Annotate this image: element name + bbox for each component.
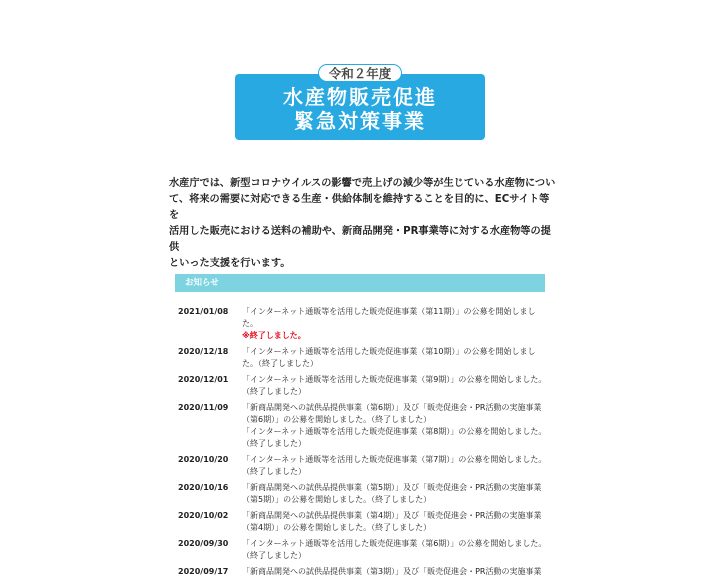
news-date: 2020/10/02 [178, 511, 229, 520]
news-date: 2020/09/17 [178, 567, 229, 576]
news-line[interactable]: 「新商品開発への試供品提供事業（第4期）」及び「販売促進会・PR活動の実施事業 [242, 511, 542, 520]
intro-line: 水産庁では、新型コロナウイルスの影響で売上げの減少等が生じている水産物につい [169, 178, 556, 189]
news-line[interactable]: （終了しました） [242, 551, 306, 560]
news-line[interactable]: 「インターネット通販等を活用した販売促進事業（第9期）」の公募を開始しました。 [242, 375, 547, 384]
news-line[interactable]: （第5期）」の公募を開始しました。（終了しました） [242, 495, 432, 504]
news-text[interactable] [242, 306, 548, 342]
news-line[interactable]: た。（終了しました） [242, 359, 318, 368]
intro-line: て、将来の需要に対応できる生産・供給体制を維持することを目的に、ECサイト等を [169, 194, 550, 221]
news-line[interactable]: 「インターネット通販等を活用した販売促進事業（第10期）」の公募を開始しまし [242, 347, 536, 356]
news-line[interactable]: 「インターネット通販等を活用した販売促進事業（第8期）」の公募を開始しました。 [242, 427, 547, 436]
news-date: 2020/09/30 [178, 539, 229, 548]
news-text[interactable] [242, 510, 548, 534]
news-line[interactable]: 「インターネット通販等を活用した販売促進事業（第7期）」の公募を開始しました。 [242, 455, 547, 464]
news-line[interactable]: （終了しました） [242, 467, 306, 476]
news-line[interactable]: た。 [242, 319, 258, 328]
news-date: 2020/12/01 [178, 375, 229, 384]
news-text[interactable] [242, 454, 548, 478]
news-item [178, 402, 548, 450]
news-item [178, 454, 548, 478]
news-text[interactable] [242, 346, 548, 370]
news-line[interactable]: 「新商品開発への試供品提供事業（第6期）」及び「販売促進会・PR活動の実施事業 [242, 403, 542, 412]
news-item [178, 482, 548, 506]
news-item [178, 510, 548, 534]
intro-line: 活用した販売における送料の補助や、新商品開発・PR事業等に対する水産物等の提供 [169, 226, 551, 253]
news-line[interactable]: 「新商品開発への試供品提供事業（第5期）」及び「販売促進会・PR活動の実施事業 [242, 483, 542, 492]
news-item [178, 538, 548, 562]
news-date: 2020/10/20 [178, 455, 229, 464]
news-date: 2020/10/16 [178, 483, 229, 492]
news-date: 2020/12/18 [178, 347, 229, 356]
news-item [178, 374, 548, 398]
news-item [178, 306, 548, 342]
news-line[interactable]: （第4期）」の公募を開始しました。（終了しました） [242, 523, 432, 532]
news-line[interactable]: 「新商品開発への試供品提供事業（第3期）」及び「販売促進会・PR活動の実施事業 [242, 567, 542, 576]
news-line[interactable]: 「インターネット通販等を活用した販売促進事業（第11期）」の公募を開始しまし [242, 307, 536, 316]
hero-title-line2: 緊急対策事業 [294, 109, 426, 133]
news-line[interactable]: （終了しました） [242, 387, 306, 396]
fiscal-year-badge: 令和２年度 [318, 64, 402, 82]
news-line[interactable]: （終了しました） [242, 439, 306, 448]
news-section-header: お知らせ [175, 274, 545, 292]
news-text[interactable] [242, 566, 548, 578]
news-text[interactable] [242, 538, 548, 562]
intro-line: といった支援を行います。 [169, 258, 291, 269]
news-date: 2020/11/09 [178, 403, 229, 412]
news-item [178, 566, 548, 578]
news-line[interactable]: 「インターネット通販等を活用した販売促進事業（第6期）」の公募を開始しました。 [242, 539, 547, 548]
news-text[interactable] [242, 374, 548, 398]
news-item [178, 346, 548, 370]
intro-text [169, 176, 559, 272]
news-text[interactable] [242, 482, 548, 506]
news-line[interactable]: （第6期）」の公募を開始しました。（終了しました） [242, 415, 432, 424]
news-date: 2021/01/08 [178, 307, 229, 316]
ended-notice: ※終了しました。 [242, 331, 306, 340]
news-list [178, 306, 548, 582]
news-text[interactable] [242, 402, 548, 450]
hero-title-line1: 水産物販売促進 [283, 85, 437, 109]
